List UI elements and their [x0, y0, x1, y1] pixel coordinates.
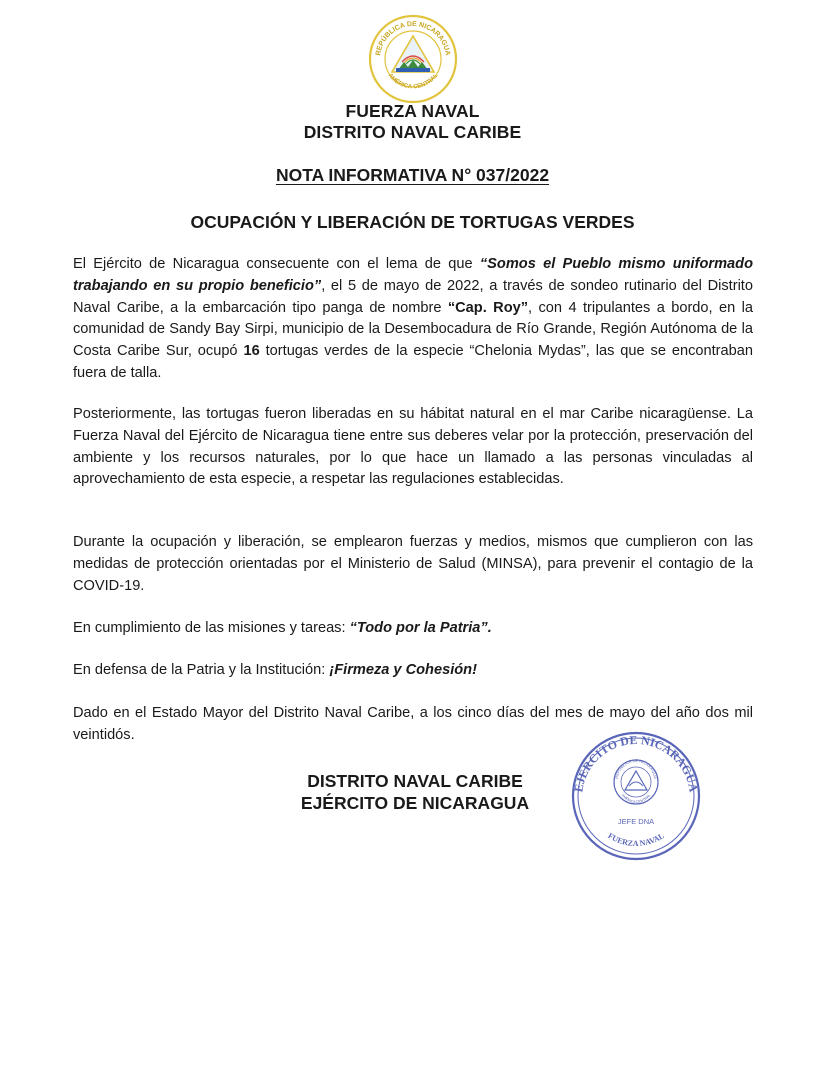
paragraph-6: Dado en el Estado Mayor del Distrito Naval Caribe, a los cinco días del mes de mayo del año dos mil veintidós. — [73, 705, 753, 743]
svg-text:REPÚBLICA DE NICARAGUA: REPÚBLICA DE NICARAGUA — [375, 20, 451, 57]
paragraph-5: En defensa de la Patria y la Institución: ¡Firmeza y Cohesión! — [73, 662, 477, 678]
signature-ejercito: EJÉRCITO DE NICARAGUA — [300, 793, 530, 813]
svg-text:FUERZA NAVAL: FUERZA NAVAL — [606, 831, 666, 849]
svg-text:EJÉRCITO DE NICARAGUA: EJÉRCITO DE NICARAGUA — [571, 732, 701, 794]
paragraph-4: En cumplimiento de las misiones y tareas: “Todo por la Patria”. — [73, 620, 492, 636]
paragraph-2: Posteriormente, las tortugas fueron liberadas en su hábitat natural en el mar Caribe nicaragüense. La Fuerza Naval del Ejército de Nicaragua tiene entre sus deberes velar por la protección, preservación del ambiente y los recursos naturales, por lo que hace un llamado a las personas vinculadas al aprovechamiento de esta especie, a respetar las regulaciones establecidas. — [73, 406, 753, 488]
svg-text:AMÉRICA CENTRAL: AMÉRICA CENTRAL — [620, 793, 652, 805]
slogan-todo-por-la-patria: “Todo por la Patria”. — [349, 620, 492, 636]
nicaragua-emblem-icon — [368, 14, 458, 104]
stamp-center-text: JEFE DNA — [617, 817, 655, 826]
svg-text:REPÚBLICA DE NICARAGUA: REPÚBLICA DE NICARAGUA — [614, 757, 658, 780]
signature-distrito: DISTRITO NAVAL CARIBE — [307, 771, 523, 791]
paragraph-3: Durante la ocupación y liberación, se emplearon fuerzas y medios, mismos que cumplieron con las medidas de protección orientadas por el Ministerio de Salud (MINSA), para prevenir el contagio de la COVID-19. — [73, 534, 753, 594]
official-stamp-icon — [568, 730, 704, 862]
svg-text:AMÉRICA CENTRAL: AMÉRICA CENTRAL — [386, 72, 440, 91]
note-title: NOTA INFORMATIVA N° 037/2022 — [275, 165, 550, 185]
boat-name: “Cap. Roy” — [447, 299, 529, 316]
army-motto: “Somos el Pueblo mismo uniformado trabajando en su propio beneficio” — [73, 256, 753, 294]
header-distrito-naval: DISTRITO NAVAL CARIBE — [303, 122, 522, 142]
paragraph-1: El Ejército de Nicaragua consecuente con el lema de que “Somos el Pueblo mismo uniformado trabajando en su propio beneficio”, el 5 de mayo de 2022, a través de sondeo rutinario del Distrito Naval Caribe, a la embarcación tipo panga de nombre “Cap. Roy”, con 4 tripulantes a bordo, en la comunidad de Sandy Bay Sirpi, municipio de la Desembocadura de Río Grande, Región Autónoma de la Costa Caribe Sur, ocupó 16 tortugas verdes de la especie “Chelonia Mydas”, las que se encontraban fuera de talla. — [73, 256, 754, 381]
document-subject: OCUPACIÓN Y LIBERACIÓN DE TORTUGAS VERDES — [190, 212, 635, 232]
slogan-firmeza-cohesion: ¡Firmeza y Cohesión! — [329, 662, 477, 678]
turtle-count: 16 — [243, 343, 260, 360]
header-fuerza-naval: FUERZA NAVAL — [345, 101, 480, 121]
